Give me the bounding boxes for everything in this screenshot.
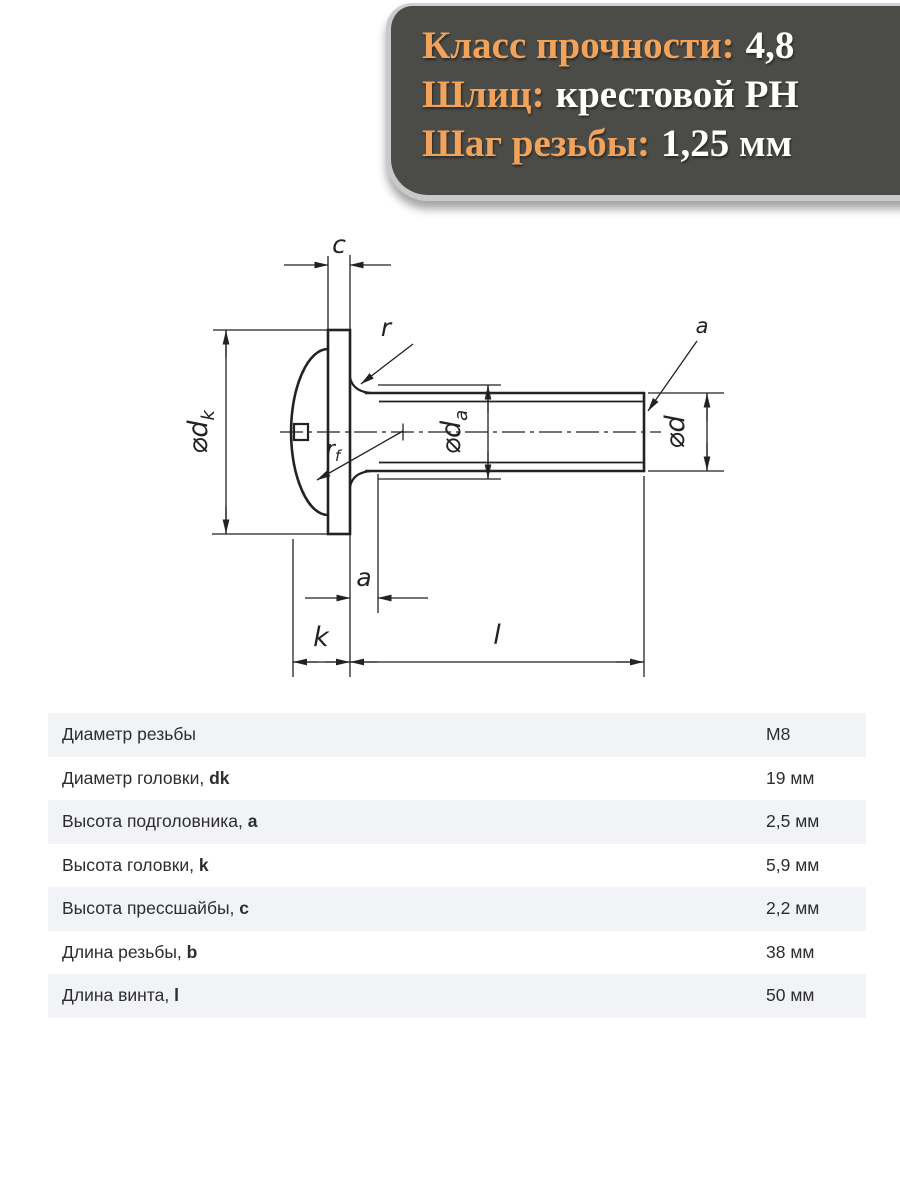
row-symbol: c	[239, 898, 250, 919]
row-value: 50 мм	[766, 985, 815, 1006]
row-label	[62, 985, 179, 1006]
table-row	[48, 974, 866, 1018]
label-rf: $r_f$	[326, 437, 341, 465]
row-label	[62, 855, 209, 876]
leader-r	[361, 313, 413, 384]
row-label	[62, 724, 196, 745]
row-label	[62, 811, 257, 832]
fillet-bottom	[350, 471, 371, 487]
row-value: 2,2 мм	[766, 898, 820, 919]
row-value: 19 мм	[766, 767, 815, 788]
dim-c	[284, 230, 391, 265]
label-l: l	[493, 620, 501, 651]
label-dk: $⌀d_k$	[183, 410, 219, 454]
row-label-text: Диаметр головки,	[62, 767, 210, 788]
dim-l	[350, 620, 644, 662]
row-value: M8	[766, 724, 791, 745]
banner-line-label: Шлиц:	[422, 73, 545, 116]
row-value: 2,5 мм	[766, 811, 820, 832]
label-da: $⌀d_a$	[436, 409, 472, 455]
row-label	[62, 768, 230, 789]
label-a-bottom: a	[356, 563, 372, 592]
row-label	[62, 942, 197, 963]
banner-line-label: Класс прочности:	[422, 24, 735, 67]
row-label-text: Длина винта,	[62, 985, 175, 1006]
label-c: c	[332, 230, 346, 259]
table-row	[48, 757, 866, 801]
label-k: k	[313, 622, 329, 653]
row-label-text: Высота прессшайбы,	[62, 898, 240, 919]
table-row	[48, 887, 866, 931]
label-a-top: a	[695, 314, 709, 338]
dim-d	[660, 393, 707, 471]
table-row	[48, 800, 866, 844]
leader-a-top	[648, 314, 708, 411]
row-symbol: l	[174, 985, 179, 1006]
row-label-text: Длина резьбы,	[62, 941, 187, 962]
row-symbol: k	[198, 854, 209, 875]
dim-k	[293, 622, 350, 662]
banner-line-value: 1,25 мм	[661, 122, 793, 165]
row-label	[62, 898, 249, 919]
row-label-text: Высота головки,	[62, 854, 199, 875]
row-symbol: a	[247, 811, 258, 832]
row-value: 38 мм	[766, 941, 815, 962]
row-value: 5,9 мм	[766, 854, 820, 875]
dim-dk	[183, 330, 226, 534]
table-row	[48, 844, 866, 888]
table-row	[48, 931, 866, 975]
label-d: ⌀d	[660, 415, 691, 449]
extension-lines	[212, 255, 724, 677]
banner-line-value: 4,8	[745, 24, 795, 67]
table-row	[48, 713, 866, 757]
row-symbol: b	[186, 941, 198, 962]
banner-line-value: крестовой PH	[555, 73, 799, 116]
row-symbol: dk	[209, 767, 230, 788]
spec-table	[48, 713, 866, 1018]
row-label-text: Диаметр резьбы	[62, 724, 196, 745]
dim-a-bottom	[305, 563, 428, 598]
row-label-text: Высота подголовника,	[62, 811, 248, 832]
banner-line-label: Шаг резьбы:	[422, 122, 651, 165]
label-r: r	[380, 313, 392, 342]
